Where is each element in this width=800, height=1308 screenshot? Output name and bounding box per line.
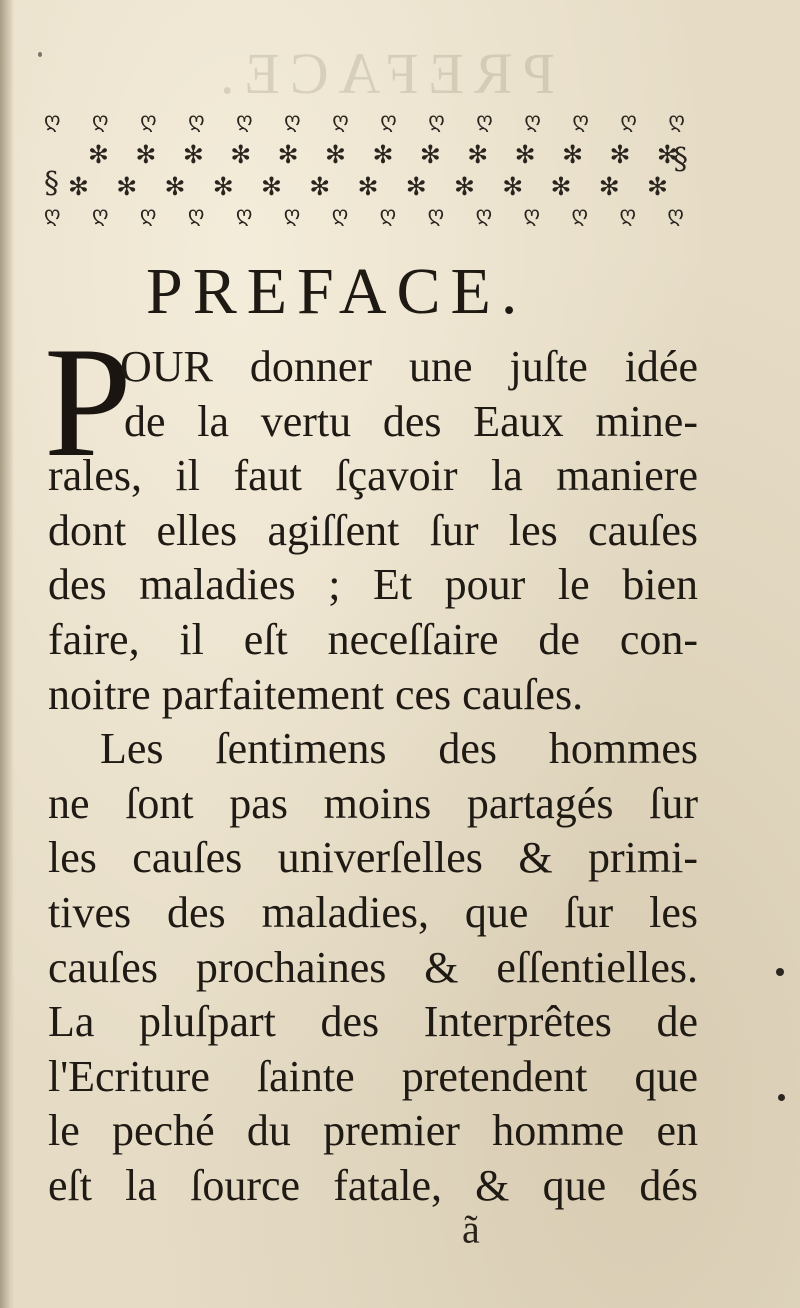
text-line: de la vertu des Eaux mine- xyxy=(124,396,698,446)
text-line: rales, il faut ſçavoir la maniere xyxy=(48,451,698,501)
text-line: eſt la ſource fatale, & que dés xyxy=(48,1160,698,1210)
text-line: OUR donner une juſte idée xyxy=(120,342,698,391)
bleed-through-text: PREFACE. xyxy=(210,41,555,106)
drop-cap: P xyxy=(44,315,132,490)
ornament-star-row-2: ✻ ✻ ✻ ✻ ✻ ✻ ✻ ✻ ✻ ✻ ✻ ✻ ✻ xyxy=(68,172,668,201)
text-line: cauſes prochaines & eſſentielles. xyxy=(48,942,698,992)
ornament-scroll-row-top: ღ ღ ღ ღ ღ ღ ღ ღ ღ ღ ღ ღ ღ ღ xyxy=(44,108,684,132)
text-line: le peché du premier homme en xyxy=(48,1106,698,1156)
body-text xyxy=(48,340,698,1214)
ornament-end-left: § xyxy=(44,166,59,201)
ornament-star-row-1: ✻ ✻ ✻ ✻ ✻ ✻ ✻ ✻ ✻ ✻ ✻ ✻ ✻ xyxy=(88,140,678,169)
text-line: La pluſpart des Interprêtes de xyxy=(48,997,698,1047)
ink-spot xyxy=(778,1094,785,1101)
binding-edge xyxy=(0,0,14,1308)
text-line: les cauſes univerſelles & primi- xyxy=(48,833,698,883)
text-line: des maladies ; Et pour le bien xyxy=(48,560,698,610)
signature-mark: ã xyxy=(462,1207,480,1252)
text-line: noitre parfaitement ces cauſes. xyxy=(48,669,584,719)
text-line: ne ſont pas moins partagés ſur xyxy=(48,778,698,828)
ink-spot xyxy=(776,968,784,976)
text-line: l'Ecriture ſainte pretendent que xyxy=(48,1051,698,1101)
headpiece-ornament xyxy=(44,106,688,230)
text-line: Les ſentimens des hommes xyxy=(100,724,698,774)
ink-spot xyxy=(38,52,42,57)
text-line: faire, il eſt neceſſaire de con- xyxy=(48,614,698,664)
text-line: tives des maladies, que ſur les xyxy=(48,887,698,937)
ornament-end-right: § xyxy=(673,142,688,177)
page-title: PREFACE. xyxy=(146,255,528,328)
text-line: dont elles agiſſent ſur les cauſes xyxy=(48,505,698,555)
ornament-scroll-row-bottom: ღ ღ ღ ღ ღ ღ ღ ღ ღ ღ ღ ღ ღ ღ xyxy=(44,202,684,226)
